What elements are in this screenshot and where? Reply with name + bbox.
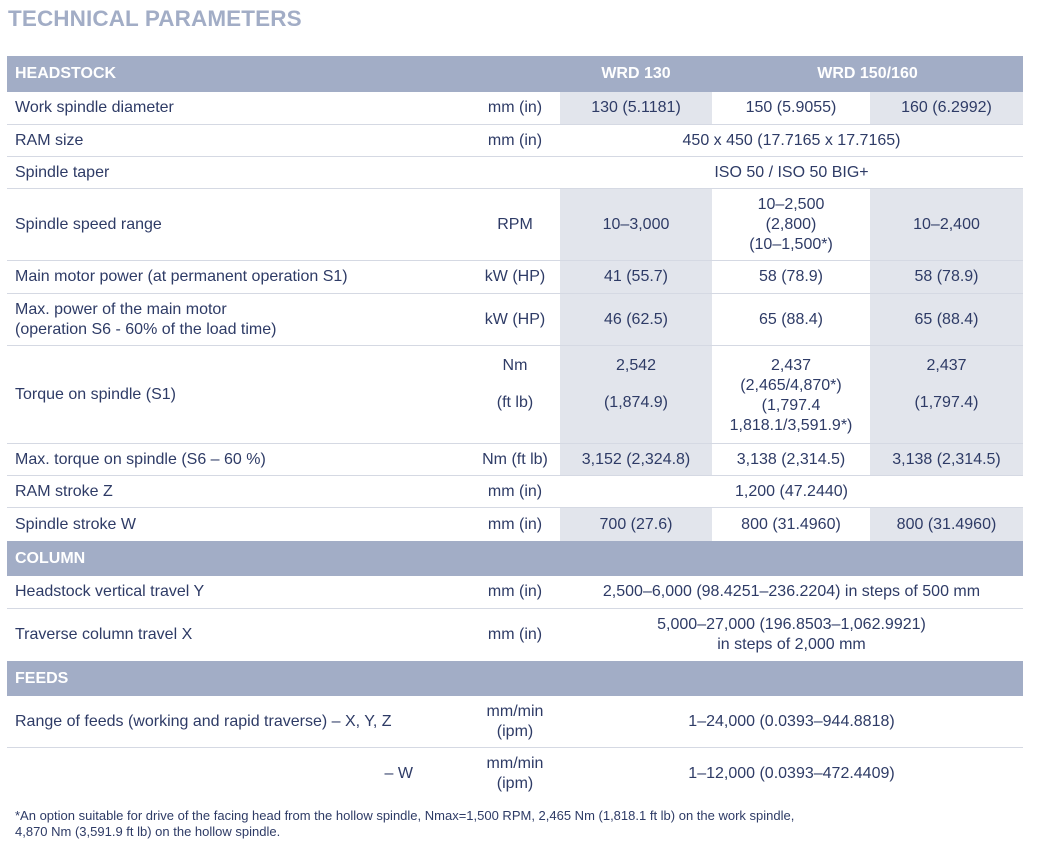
- label-line: Max. power of the main motor: [15, 300, 227, 318]
- value-wrd160: 3,138 (2,314.5): [870, 444, 1023, 475]
- row-label: – W: [384, 765, 413, 782]
- table-row: [7, 125, 1023, 157]
- label-line: (operation S6 - 60% of the load time): [15, 320, 277, 338]
- value-wrd160: 800 (31.4960): [870, 508, 1023, 541]
- footnote: [15, 808, 1025, 840]
- row-unit: kW (HP): [484, 268, 546, 285]
- table-row: [7, 294, 1023, 346]
- row-label: Spindle speed range: [15, 215, 162, 233]
- section-title: COLUMN: [15, 549, 86, 567]
- value-wrd160: 58 (78.9): [870, 261, 1023, 293]
- row-unit: [470, 346, 560, 443]
- value-all-models: 2,500–6,000 (98.4251–236.2204) in steps of 500 mm: [602, 583, 981, 600]
- section-header-feeds: [7, 661, 1023, 696]
- row-label: Torque on spindle (S1): [15, 385, 176, 403]
- row-unit: mm (in): [487, 515, 543, 533]
- value-line: (2,800): [765, 215, 817, 233]
- value-wrd130: 10–3,000: [560, 189, 712, 260]
- value-wrd130: 46 (62.5): [560, 294, 712, 345]
- value-wrd150: 65 (88.4): [758, 310, 824, 328]
- table-row: [7, 157, 1023, 189]
- unit-line: (ipm): [496, 722, 534, 740]
- section-header-column: [7, 541, 1023, 576]
- row-unit: [470, 748, 560, 800]
- value-line: in steps of 2,000 mm: [717, 636, 866, 653]
- row-label: Traverse column travel X: [15, 626, 193, 643]
- row-unit: Nm (ft lb): [482, 450, 548, 468]
- row-label: [7, 294, 470, 345]
- row-unit: mm (in): [487, 131, 543, 149]
- row-unit: mm (in): [487, 482, 543, 500]
- row-unit: RPM: [497, 215, 533, 233]
- value-wrd150: [712, 346, 870, 443]
- value-line: 2,542: [615, 357, 657, 374]
- value-wrd130: 130 (5.1181): [560, 92, 712, 124]
- value-all-models: 1,200 (47.2440): [735, 482, 848, 500]
- value-line: (2,465/4,870*): [740, 377, 842, 394]
- table-row: [7, 508, 1023, 541]
- table-row: [7, 476, 1023, 508]
- row-label: Work spindle diameter: [15, 99, 174, 116]
- row-unit: [470, 696, 560, 747]
- table-row: [7, 609, 1023, 661]
- value-line: 10–2,500: [757, 195, 825, 213]
- footnote-line: 4,870 Nm (3,591.9 ft lb) on the hollow spindle.: [15, 824, 281, 839]
- table-row: [7, 748, 1023, 800]
- technical-parameters-table: [7, 56, 1023, 800]
- value-all-models: 1–24,000 (0.0393–944.8818): [688, 712, 895, 730]
- row-unit: mm (in): [487, 583, 543, 600]
- value-wrd150: [712, 189, 870, 260]
- section-title: HEADSTOCK: [15, 65, 117, 82]
- table-row: [7, 92, 1023, 125]
- value-line: (10–1,500*): [749, 235, 833, 253]
- value-line: 1,818.1/3,591.9*): [729, 417, 853, 434]
- value-wrd130: 41 (55.7): [560, 261, 712, 293]
- column-header-wrd130: WRD 130: [601, 65, 671, 82]
- value-line: (1,874.9): [603, 394, 669, 411]
- row-label: Max. torque on spindle (S6 – 60 %): [15, 450, 266, 468]
- value-wrd160: 160 (6.2992): [870, 92, 1023, 124]
- value-wrd150: 150 (5.9055): [745, 99, 837, 116]
- unit-line: (ipm): [496, 775, 534, 792]
- table-row: [7, 576, 1023, 609]
- row-label: Spindle stroke W: [15, 515, 136, 533]
- value-line: 5,000–27,000 (196.8503–1,062.9921): [657, 616, 926, 633]
- value-all-models: [560, 609, 1023, 661]
- value-wrd150: 58 (78.9): [758, 268, 824, 285]
- row-unit: kW (HP): [484, 310, 546, 328]
- section-title: FEEDS: [15, 669, 69, 687]
- value-wrd150: 800 (31.4960): [741, 515, 841, 533]
- footnote-line: *An option suitable for drive of the facing head from the hollow spindle, Nmax=1,500 RPM, 2,465 Nm (1,818.1 ft lb) on the work spindle,: [15, 808, 795, 823]
- row-label: Spindle taper: [15, 163, 110, 181]
- unit-line: Nm: [502, 357, 528, 374]
- value-line: 2,437: [926, 357, 967, 374]
- value-wrd130: 700 (27.6): [560, 508, 712, 541]
- unit-line: mm/min: [486, 755, 544, 772]
- value-wrd150: 3,138 (2,314.5): [736, 450, 846, 468]
- value-all-models: ISO 50 / ISO 50 BIG+: [714, 163, 869, 181]
- row-unit: [470, 157, 560, 188]
- unit-line: mm/min: [486, 702, 544, 720]
- row-label: Range of feeds (working and rapid traverse) – X, Y, Z: [15, 712, 392, 730]
- row-label: RAM stroke Z: [15, 482, 113, 500]
- value-wrd160: [870, 346, 1023, 443]
- value-all-models: 450 x 450 (17.7165 x 17.7165): [682, 131, 901, 149]
- row-unit: mm (in): [487, 99, 543, 116]
- row-label: Main motor power (at permanent operation S1): [15, 268, 348, 285]
- value-wrd160: 10–2,400: [870, 189, 1023, 260]
- value-line: (1,797.4: [761, 397, 821, 414]
- value-line: 2,437: [770, 357, 812, 374]
- table-row-torque: [7, 346, 1023, 444]
- value-wrd160: 65 (88.4): [870, 294, 1023, 345]
- row-unit: mm (in): [487, 626, 543, 643]
- value-wrd130: [560, 346, 712, 443]
- column-header-wrd150-160: WRD 150/160: [817, 65, 918, 82]
- table-row: [7, 261, 1023, 294]
- table-row: [7, 189, 1023, 261]
- value-wrd130: 3,152 (2,324.8): [560, 444, 712, 475]
- table-row: [7, 444, 1023, 476]
- table-row: [7, 696, 1023, 748]
- row-label: Headstock vertical travel Y: [15, 583, 205, 600]
- page-title: TECHNICAL PARAMETERS: [8, 6, 302, 31]
- value-line: (1,797.4): [914, 394, 979, 411]
- row-label: RAM size: [15, 131, 84, 149]
- section-header-headstock: [7, 56, 1023, 92]
- unit-line: (ft lb): [496, 394, 534, 411]
- value-all-models: 1–12,000 (0.0393–472.4409): [688, 765, 895, 782]
